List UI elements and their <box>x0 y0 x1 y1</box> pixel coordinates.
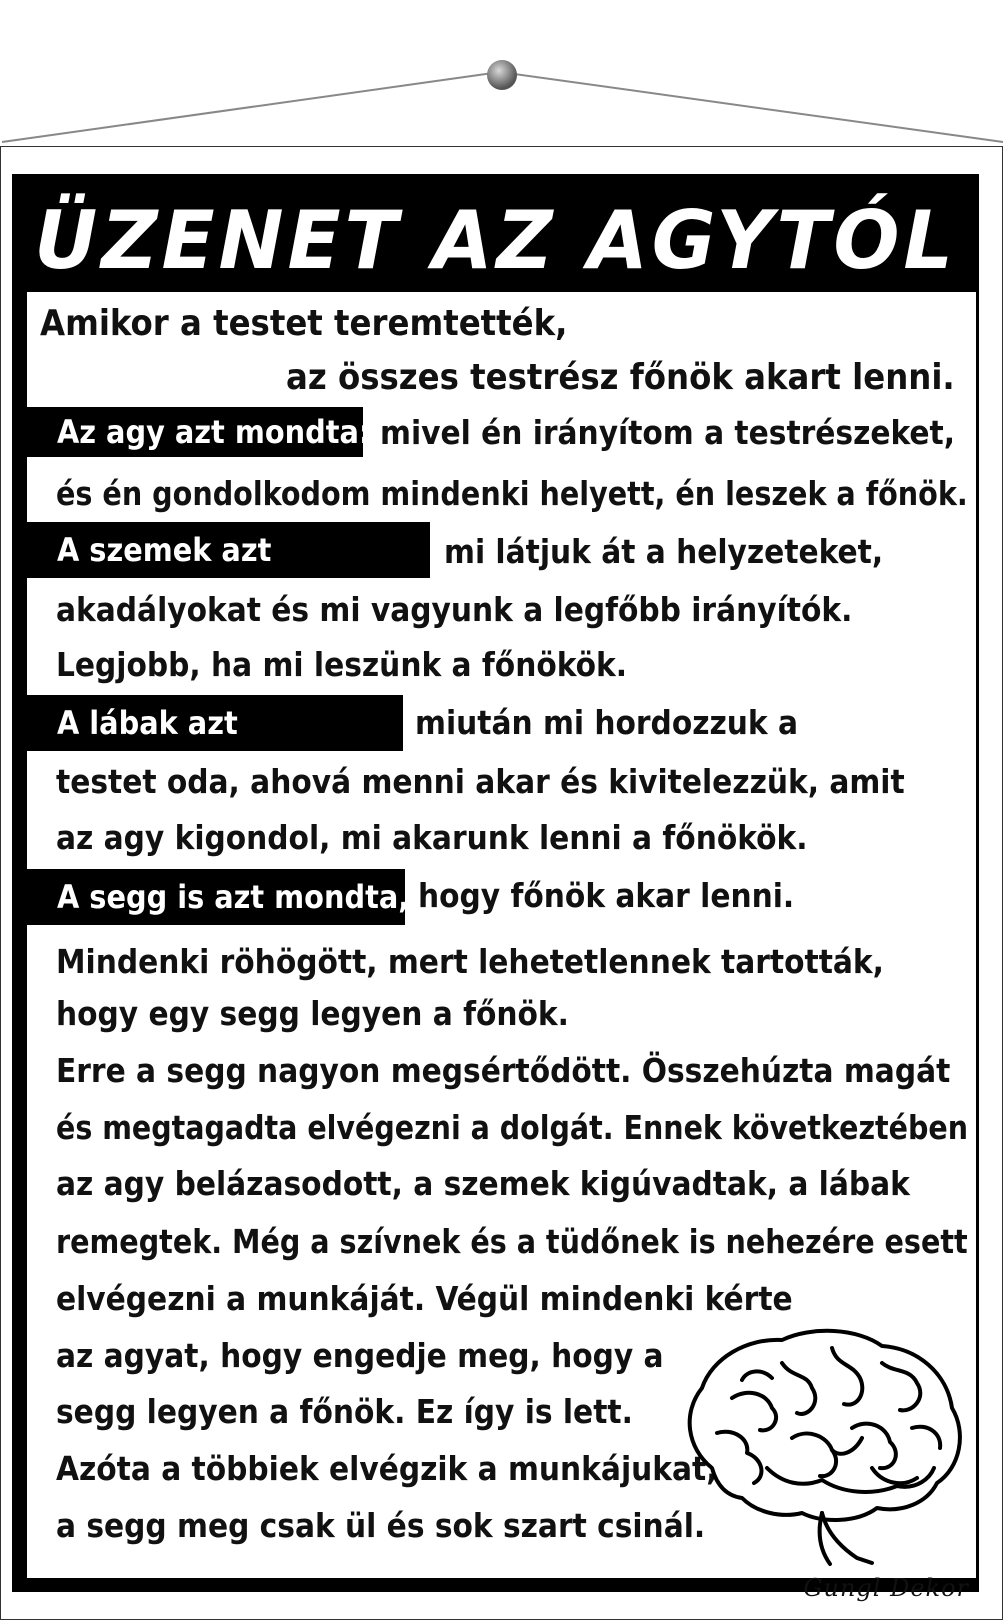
text-line: Azóta a többiek elvégzik a munkájukat, <box>56 1449 718 1488</box>
brain-icon <box>672 1318 972 1568</box>
text-line: elvégezni a munkáját. Végül mindenki kérte <box>56 1279 793 1318</box>
text-line: az agy belázasodott, a szemek kigúvadtak, a lábak <box>56 1164 910 1203</box>
hanger-string <box>0 0 1005 150</box>
butt-label: A segg is azt mondta, <box>27 869 405 925</box>
text-line: remegtek. Még a szívnek és a tüdőnek is nehezére esett <box>56 1222 968 1261</box>
eyes-label: A szemek azt <box>27 522 430 578</box>
pin-icon <box>487 60 517 90</box>
intro-line: az összes testrész főnök akart lenni. <box>286 357 955 398</box>
text-line: hogy egy segg legyen a főnök. <box>56 994 569 1033</box>
text-line: a segg meg csak ül és sok szart csinál. <box>56 1506 706 1545</box>
text-line: Legjobb, ha mi leszünk a főnökök. <box>56 645 628 684</box>
intro-line: Amikor a testet teremtették, <box>40 303 568 344</box>
text-line: és megtagadta elvégezni a dolgát. Ennek következtében <box>56 1108 969 1147</box>
text-line: az agyat, hogy engedje meg, hogy a <box>56 1336 664 1375</box>
text-line: Mindenki röhögött, mert lehetetlennek tartották, <box>56 942 884 981</box>
text-line: és én gondolkodom mindenki helyett, én leszek a főnök. <box>56 474 968 513</box>
poster-title: ÜZENET AZ AGYTÓL <box>34 194 957 287</box>
text-line: mi látjuk át a helyzeteket, <box>444 532 884 571</box>
text-line: miután mi hordozzuk a <box>415 703 798 742</box>
brain-label: Az agy azt mondta: <box>27 407 363 457</box>
text-line: mivel én irányítom a testrészeket, <box>380 413 955 452</box>
text-line: hogy főnök akar lenni. <box>418 876 795 915</box>
text-line: segg legyen a főnök. Ez így is lett. <box>56 1392 633 1431</box>
text-line: Erre a segg nagyon megsértődött. Összehúzta magát <box>56 1051 951 1090</box>
text-line: az agy kigondol, mi akarunk lenni a főnökök. <box>56 818 808 857</box>
text-line: akadályokat és mi vagyunk a legfőbb irányítók. <box>56 590 853 629</box>
legs-label: A lábak azt <box>27 695 403 751</box>
signature: Gungl Dekor <box>803 1574 969 1602</box>
text-line: testet oda, ahová menni akar és kivitelezzük, amit <box>56 762 905 801</box>
